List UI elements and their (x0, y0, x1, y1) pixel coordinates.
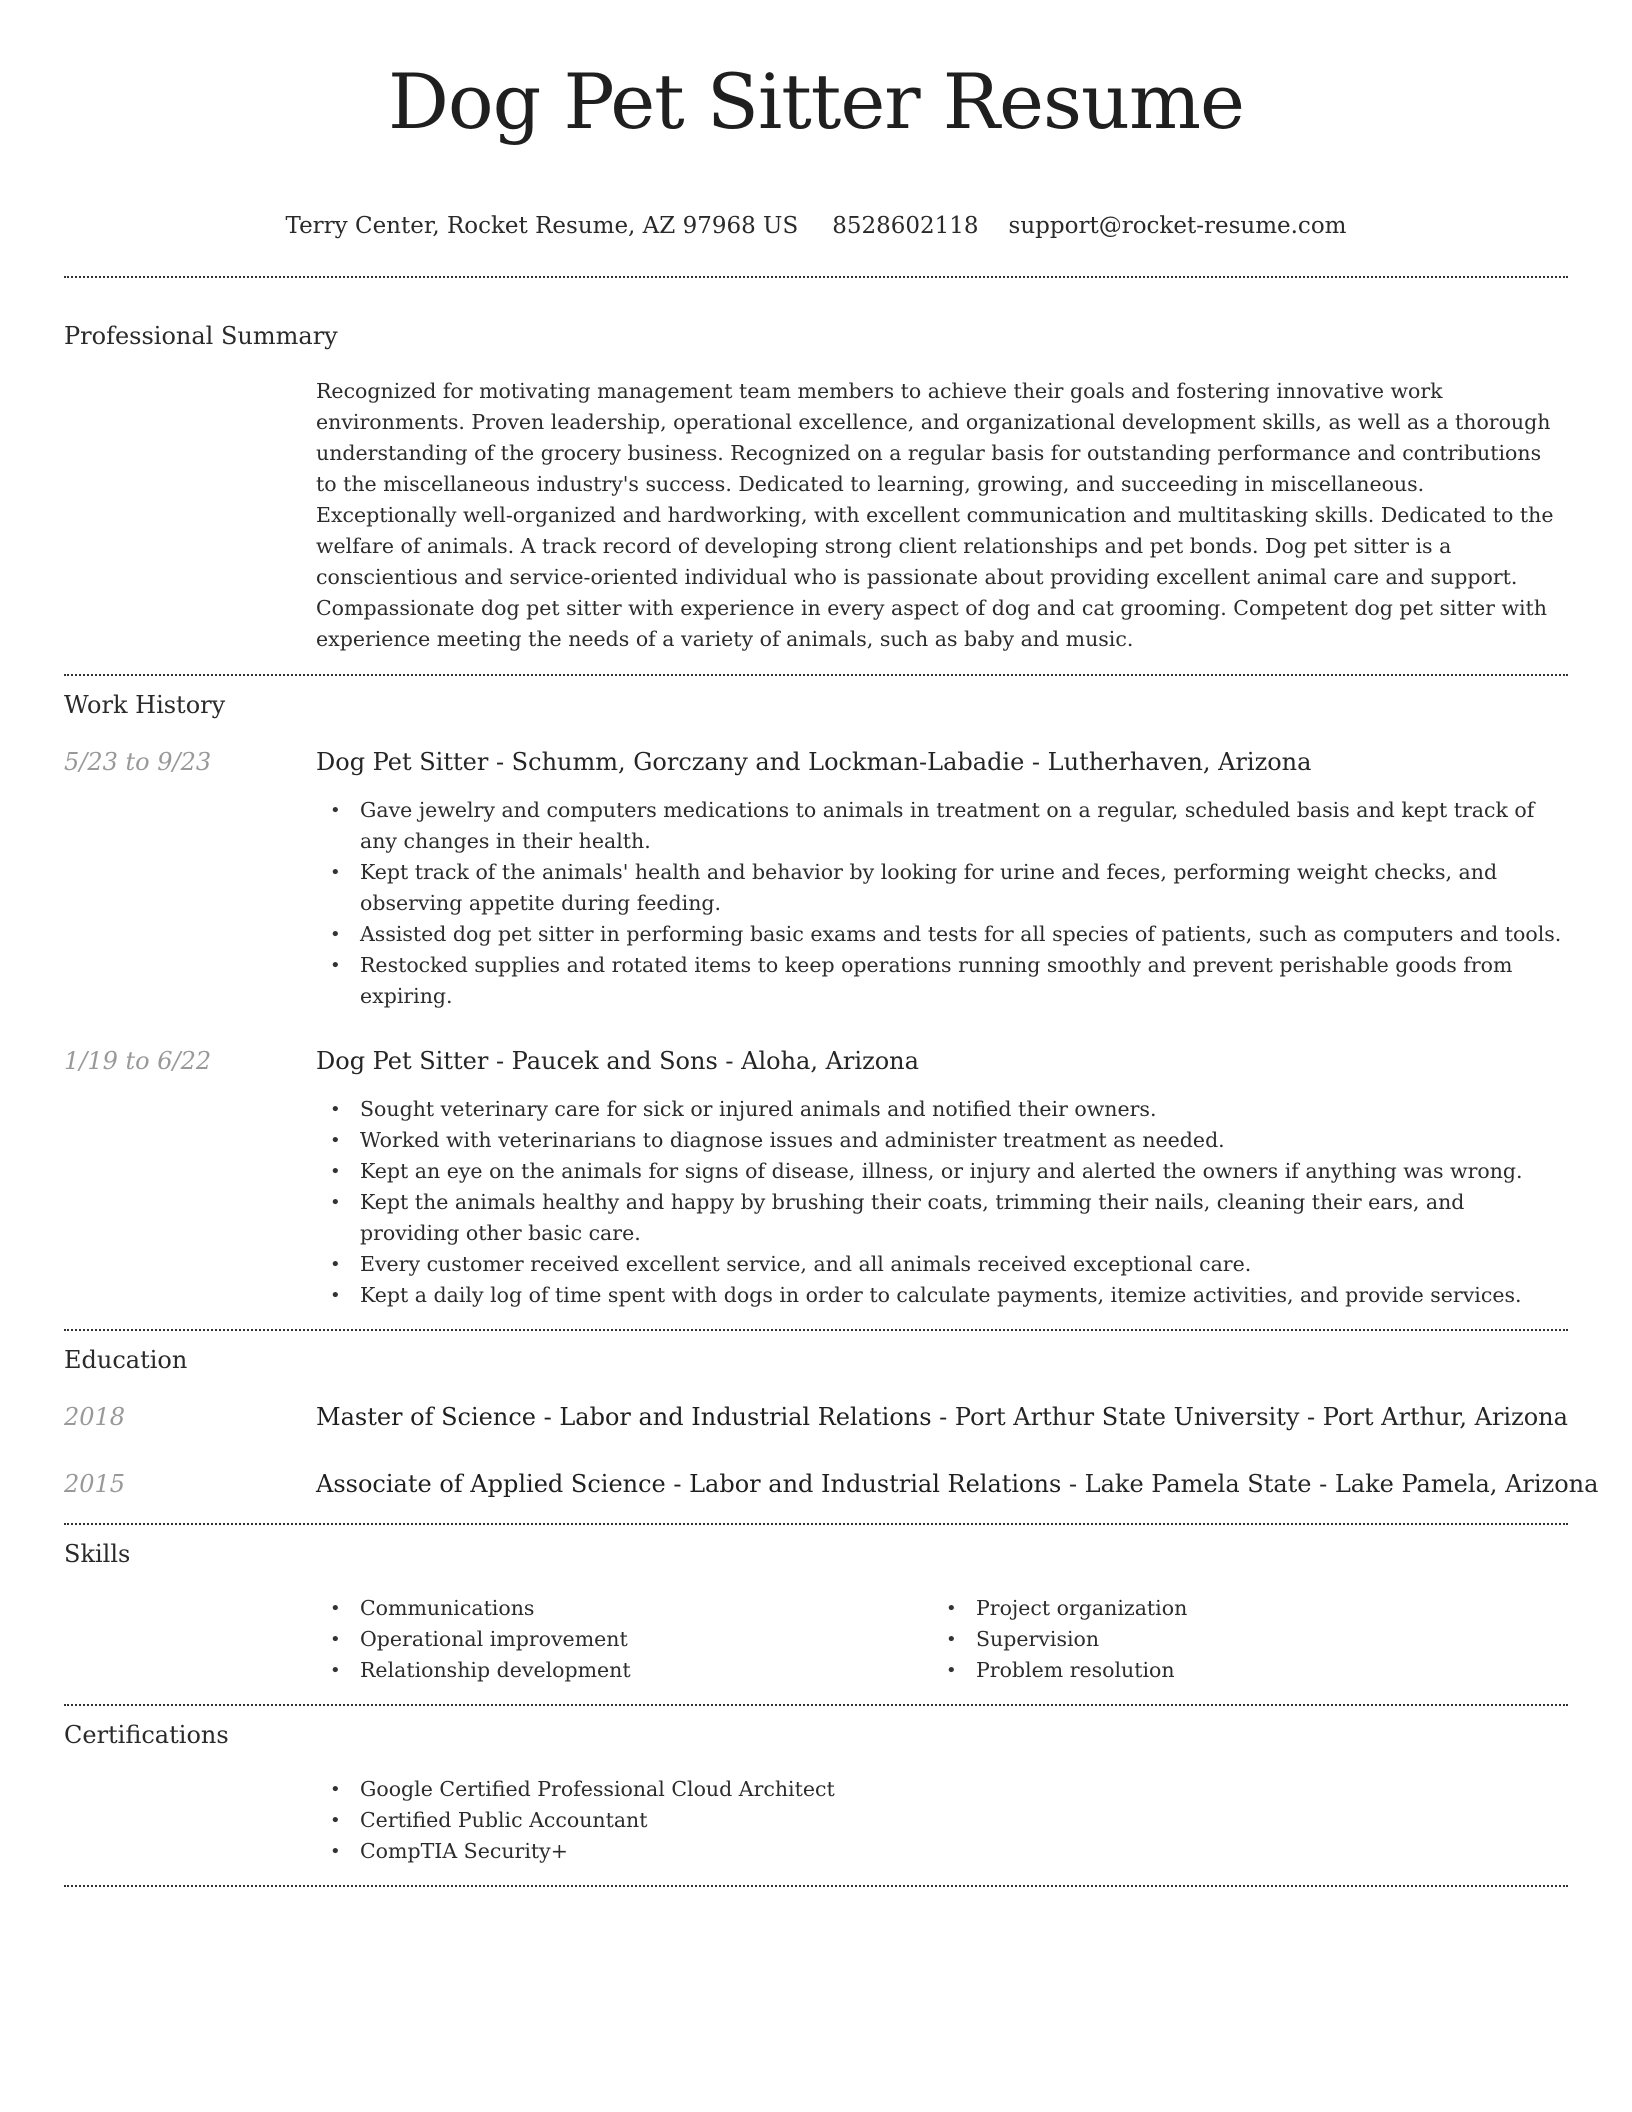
divider (64, 276, 1568, 278)
skills-section (64, 1539, 1568, 1686)
contact-phone: 8528602118 (832, 213, 979, 239)
list-item: • Assisted dog pet sitter in performing basic exams and tests for all species of patients, such as computers and tools. (316, 919, 1568, 950)
job-entry (64, 747, 1568, 1012)
divider (64, 1704, 1568, 1706)
list-item: • Operational improvement (316, 1624, 932, 1655)
job-dates: 5/23 to 9/23 (64, 748, 212, 776)
job-entry (64, 1046, 1568, 1311)
divider (64, 1885, 1568, 1887)
skills-list-left (316, 1593, 932, 1686)
list-item: • Supervision (932, 1624, 1548, 1655)
certifications-section (64, 1720, 1568, 1867)
job-title: Dog Pet Sitter - Schumm, Gorczany and Lockman-Labadie - Lutherhaven, Arizona (316, 748, 1312, 776)
education-year: 2018 (64, 1403, 126, 1431)
education-section (64, 1345, 1599, 1499)
education-school: - Lake Pamela State - Lake Pamela, Arizona (1061, 1470, 1599, 1498)
job-title: Dog Pet Sitter - Paucek and Sons - Aloha, Arizona (316, 1047, 919, 1075)
list-item: • Relationship development (316, 1655, 932, 1686)
job-dates: 1/19 to 6/22 (64, 1047, 212, 1075)
section-heading-summary: Professional Summary (64, 322, 338, 350)
summary-text: Recognized for motivating management team members to achieve their goals and fostering innovative work environments. Proven leadership, operational excellence, and organizational development skills, as well as a thorough understanding of the grocery business. Recognized on a regular basis for outstanding performance and contributions to the miscellaneous industry's success. Dedicated to learning, growing, and succeeding in miscellaneous. Exceptionally well-organized and hardworking, with excellent communication and multitasking skills. Dedicated to the welfare of animals. A track record of developing strong client relationships and pet bonds. Dog pet sitter is a conscientious and service-oriented individual who is passionate about providing excellent animal care and support. Compassionate dog pet sitter with experience in every aspect of dog and cat grooming. Competent dog pet sitter with experience meeting the needs of a variety of animals, such as baby and music. (316, 379, 1554, 651)
list-item: • Restocked supplies and rotated items to keep operations running smoothly and prevent perishable goods from expiring. (316, 950, 1568, 1012)
list-item: • Sought veterinary care for sick or injured animals and notified their owners. (316, 1094, 1568, 1125)
list-item: • Kept an eye on the animals for signs of disease, illness, or injury and alerted the owners if anything was wrong. (316, 1156, 1568, 1187)
education-degree: Master of Science - Labor and Industrial Relations (316, 1403, 932, 1431)
divider (64, 674, 1568, 676)
contact-email: support@rocket-resume.com (1008, 213, 1347, 239)
list-item: • Certified Public Accountant (316, 1805, 1568, 1836)
list-item: • Communications (316, 1593, 932, 1624)
section-heading-work: Work History (64, 691, 226, 719)
section-heading-skills: Skills (64, 1540, 131, 1568)
education-degree: Associate of Applied Science - Labor and Industrial Relations (316, 1470, 1062, 1498)
list-item: • Kept a daily log of time spent with dogs in order to calculate payments, itemize activities, and provide services. (316, 1280, 1568, 1311)
summary-section (64, 321, 1568, 655)
resume-page (64, 0, 1599, 1887)
list-item: • Kept track of the animals' health and behavior by looking for urine and feces, performing weight checks, and observing appetite during feeding. (316, 857, 1568, 919)
job-bullets (316, 795, 1568, 1012)
education-entry (64, 1402, 1568, 1432)
list-item: • Worked with veterinarians to diagnose issues and administer treatment as needed. (316, 1125, 1568, 1156)
education-school: - Port Arthur State University - Port Arthur, Arizona (931, 1403, 1568, 1431)
divider (64, 1329, 1568, 1331)
list-item: • Problem resolution (932, 1655, 1548, 1686)
certifications-list (316, 1774, 1568, 1867)
section-heading-certifications: Certifications (64, 1721, 229, 1749)
list-item: • CompTIA Security+ (316, 1836, 1568, 1867)
skills-list-right (932, 1593, 1548, 1686)
education-year: 2015 (64, 1470, 126, 1498)
list-item: • Kept the animals healthy and happy by brushing their coats, trimming their nails, cleaning their ears, and providing other basic care. (316, 1187, 1568, 1249)
education-entry (64, 1469, 1599, 1499)
list-item: • Google Certified Professional Cloud Architect (316, 1774, 1568, 1805)
page-title: Dog Pet Sitter Resume (387, 57, 1244, 146)
contact-info (64, 212, 1568, 240)
contact-address: Terry Center, Rocket Resume, AZ 97968 US (285, 213, 799, 239)
section-heading-education: Education (64, 1346, 188, 1374)
job-bullets (316, 1094, 1568, 1311)
list-item: • Project organization (932, 1593, 1548, 1624)
work-history-section (64, 690, 1568, 1311)
list-item: • Gave jewelry and computers medications to animals in treatment on a regular, scheduled basis and kept track of any changes in their health. (316, 795, 1568, 857)
divider (64, 1523, 1568, 1525)
list-item: • Every customer received excellent service, and all animals received exceptional care. (316, 1249, 1568, 1280)
